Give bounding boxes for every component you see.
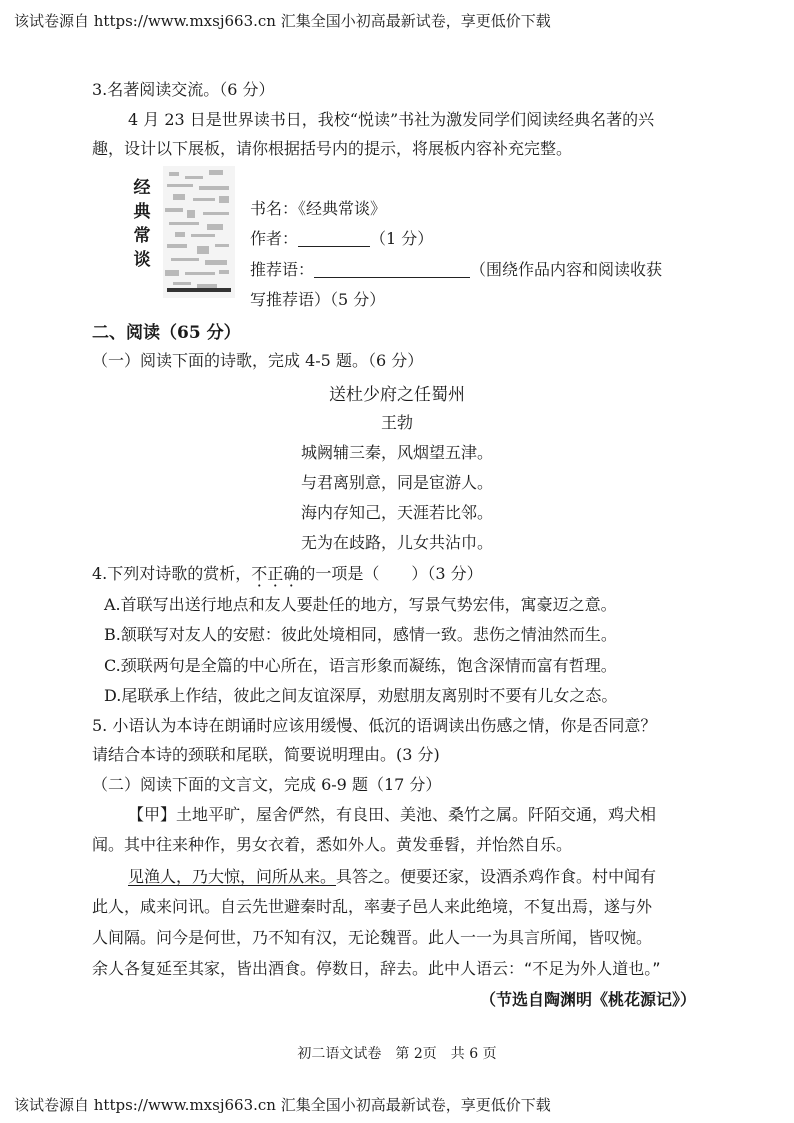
passage-line: 【甲】土地平旷，屋舍俨然，有良田、美池、桑竹之属。阡陌交通，鸡犬相 [128, 805, 657, 824]
passage-line [128, 864, 656, 887]
q4-stem-text: 的一项是（ ）（3 分） [299, 564, 483, 583]
recommend-answer-blank[interactable] [314, 261, 470, 278]
poem-line: 与君离别意，同是宦游人。 [300, 473, 493, 492]
header-source-banner: 该试卷源自 https://www.mxsj663.cn 汇集全国小初高最新试卷，享更低价下载 [14, 12, 551, 30]
passage-line: 余人各复延至其家，皆出酒食。停数日，辞去。此中人语云：“不足为外人道也。” [92, 959, 661, 978]
passage-line: 闻。其中往来种作，男女衣着，悉如外人。黄发垂髫，并怡然自乐。 [92, 835, 573, 854]
poem-author: 王勃 [380, 413, 413, 432]
board-title: 经典常谈 [133, 178, 151, 270]
page-info: 初二语文试卷 第 2页 共 6 页 [297, 1046, 497, 1062]
author-answer-blank[interactable] [298, 230, 370, 247]
passage-line: 此人，咸来问讯。自云先世避秦时乱，率妻子邑人来此绝境，不复出焉，遂与外 [92, 897, 653, 916]
recommend-hint: （围绕作品内容和阅读收获 [470, 260, 663, 279]
emphasis-char: 正 [267, 564, 284, 583]
q3-intro-line1: 4 月 23 日是世界读书日，我校“悦读”书社为激发同学们阅读经典名著的兴 [128, 110, 655, 129]
recommend-label: 推荐语： [250, 260, 315, 279]
author-line [250, 226, 433, 249]
q5-line2: 请结合本诗的颈联和尾联，简要说明理由。(3 分) [92, 745, 440, 764]
poem-line: 城阙辅三秦，风烟望五津。 [300, 443, 493, 462]
author-label: 作者： [250, 229, 299, 248]
poem-line: 海内存知己，天涯若比邻。 [300, 503, 493, 522]
q4-option-b: B.颔联写对友人的安慰：彼此处境相同，感情一致。悲伤之情油然而生。 [104, 625, 617, 644]
poem-title: 送杜少府之任蜀州 [329, 385, 465, 405]
book-name: 书名：《经典常谈》 [250, 199, 387, 218]
q5-line1: 5. 小语认为本诗在朗诵时应该用缓慢、低沉的语调读出伤感之情，你是否同意？ [92, 716, 657, 735]
part2-title: （二）阅读下面的文言文，完成 6-9 题（17 分） [92, 775, 442, 794]
q4-option-d: D.尾联承上作结，彼此之间友谊深厚，劝慰朋友离别时不要有儿女之态。 [104, 686, 618, 705]
passage-source: （节选自陶渊明《桃花源记》） [480, 990, 697, 1009]
section2-title: 二、阅读（65 分） [92, 323, 241, 343]
passage-line: 人间隔。问今是何世，乃不知有汉，无论魏晋。此人一一为具言所闻，皆叹惋。 [92, 928, 653, 947]
poem-line: 无为在歧路，儿女共沾巾。 [300, 533, 493, 552]
q3-title: 3.名著阅读交流。（6 分） [92, 80, 275, 99]
recommend-line [250, 257, 662, 280]
section2-part1-title: （一）阅读下面的诗歌，完成 4-5 题。（6 分） [92, 351, 424, 370]
author-points: （1 分） [370, 229, 434, 248]
q4-option-a: A.首联写出送行地点和友人要赴任的地方，写景气势宏伟，寓豪迈之意。 [104, 595, 617, 614]
q4-stem [92, 561, 483, 584]
emphasis-char: 确 [283, 564, 300, 583]
q4-stem-text: 4.下列对诗歌的赏析， [92, 564, 252, 583]
book-cover-image [163, 166, 235, 298]
emphasis-char: 不 [251, 564, 268, 583]
underlined-sentence: 见渔人，乃大惊，问所从来。 [128, 867, 337, 886]
footer-source-banner: 该试卷源自 https://www.mxsj663.cn 汇集全国小初高最新试卷，享更低价下载 [14, 1096, 551, 1114]
q3-intro-line2: 趣，设计以下展板，请你根据括号内的提示，将展板内容补充完整。 [92, 139, 573, 158]
passage-text: 具答之。便要还家，设酒杀鸡作食。村中闻有 [336, 867, 657, 886]
q4-option-c: C.颈联两句是全篇的中心所在，语言形象而凝练，饱含深情而富有哲理。 [104, 656, 617, 675]
recommend-hint-line2: 写推荐语）（5 分） [250, 290, 386, 309]
